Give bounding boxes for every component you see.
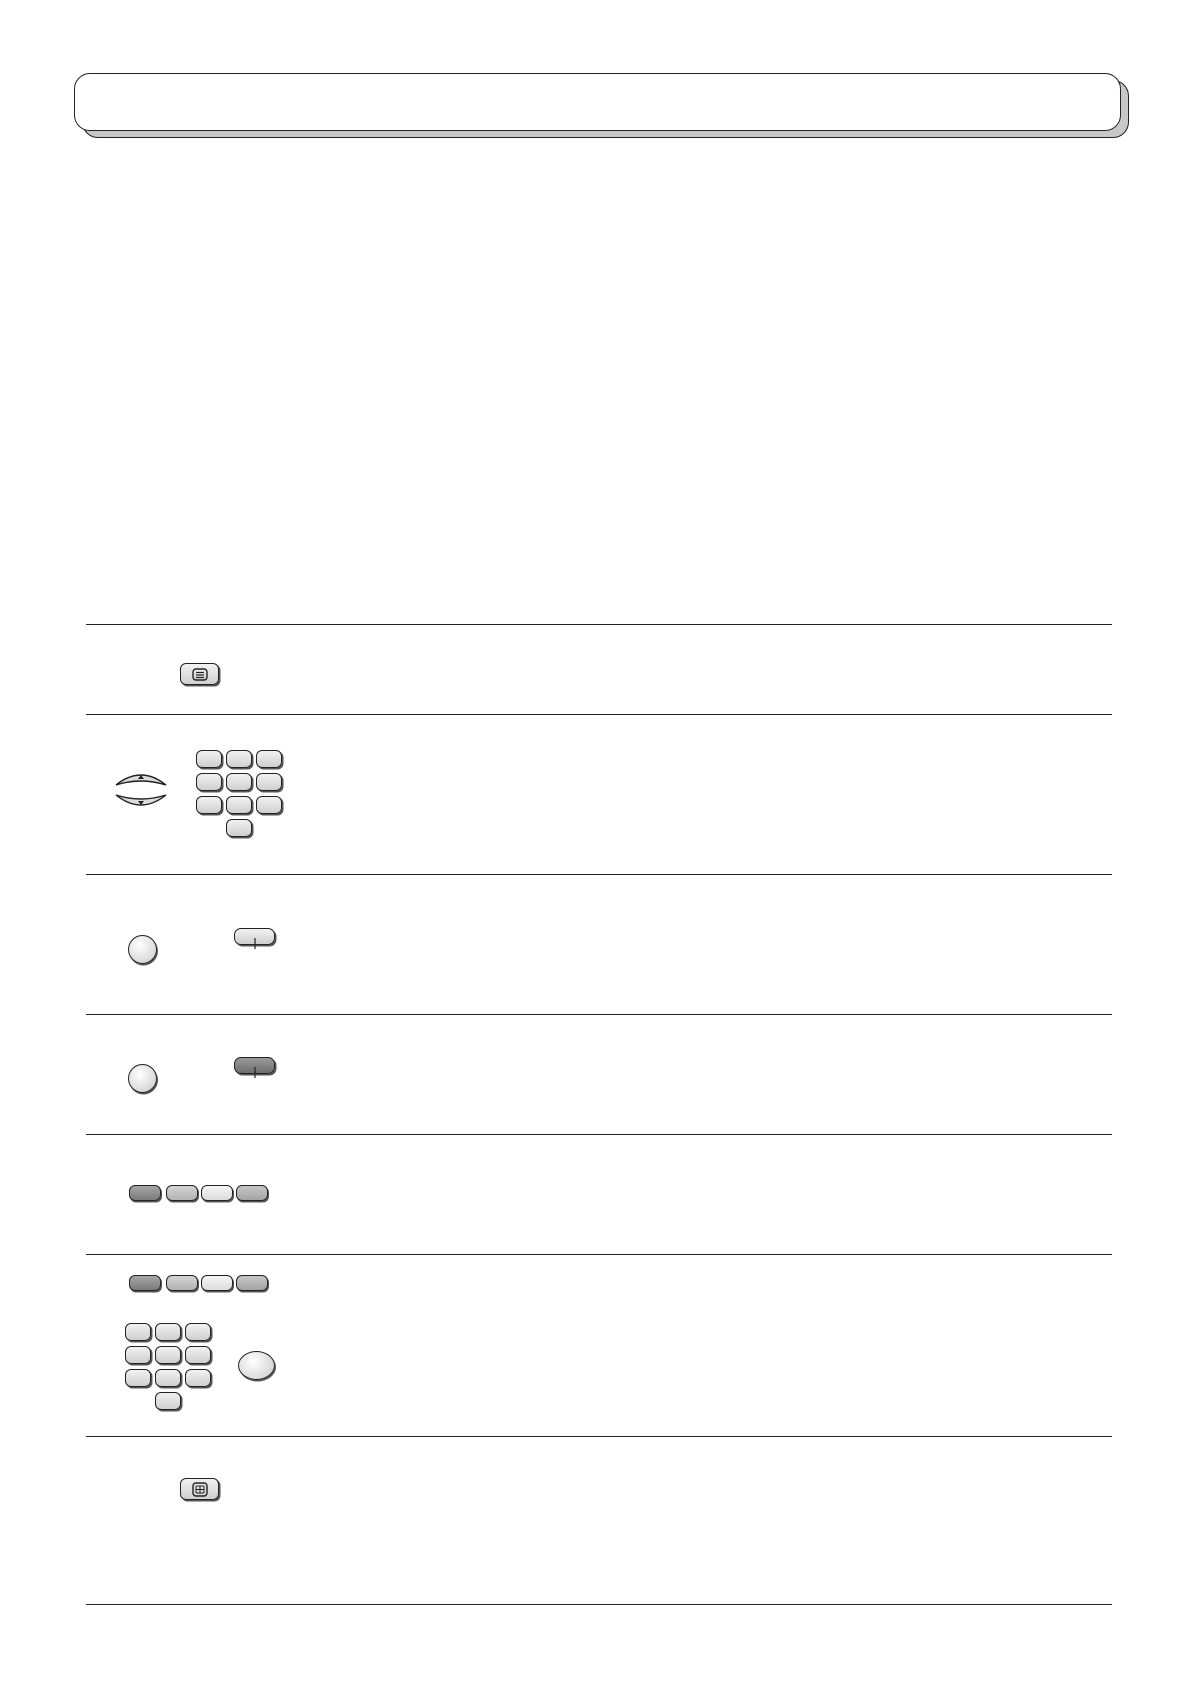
keypad-key[interactable] (155, 1369, 181, 1387)
keypad-key[interactable] (125, 1346, 151, 1364)
dark-key-icon[interactable] (234, 1057, 275, 1074)
section-divider (86, 1254, 1112, 1255)
channel-up-down-icon[interactable] (113, 769, 169, 811)
blue-key[interactable] (236, 1185, 268, 1201)
section-divider (86, 1604, 1112, 1605)
keypad-key[interactable] (226, 819, 252, 837)
header-banner (74, 73, 1121, 131)
keypad-key[interactable] (125, 1369, 151, 1387)
section-divider (86, 874, 1112, 875)
keypad-key[interactable] (185, 1323, 211, 1341)
keypad-key[interactable] (185, 1369, 211, 1387)
keypad-key[interactable] (196, 773, 222, 791)
section-divider (86, 1134, 1112, 1135)
keypad-key[interactable] (256, 773, 282, 791)
round-button-icon[interactable] (128, 935, 157, 964)
section-divider (86, 714, 1112, 715)
section-divider (86, 1014, 1112, 1015)
keypad-key[interactable] (125, 1323, 151, 1341)
blue-key[interactable] (236, 1275, 268, 1291)
yellow-key[interactable] (201, 1185, 233, 1201)
light-key-icon[interactable] (234, 928, 275, 945)
red-key[interactable] (129, 1275, 161, 1291)
section-divider (86, 1436, 1112, 1437)
mix-key-icon[interactable] (180, 1478, 219, 1500)
keypad-key[interactable] (155, 1392, 181, 1410)
keypad-key[interactable] (185, 1346, 211, 1364)
keypad-key[interactable] (226, 750, 252, 768)
teletext-key-icon[interactable] (180, 663, 219, 685)
keypad-key[interactable] (226, 773, 252, 791)
red-key[interactable] (129, 1185, 161, 1201)
keypad-key[interactable] (155, 1346, 181, 1364)
keypad-key[interactable] (155, 1323, 181, 1341)
keypad-key[interactable] (226, 796, 252, 814)
yellow-key[interactable] (201, 1275, 233, 1291)
round-button-icon[interactable] (238, 1351, 275, 1380)
green-key[interactable] (166, 1275, 198, 1291)
section-divider (86, 624, 1112, 625)
keypad-key[interactable] (196, 750, 222, 768)
keypad-key[interactable] (256, 796, 282, 814)
round-button-icon[interactable] (128, 1064, 157, 1093)
keypad-key[interactable] (256, 750, 282, 768)
keypad-key[interactable] (196, 796, 222, 814)
green-key[interactable] (166, 1185, 198, 1201)
